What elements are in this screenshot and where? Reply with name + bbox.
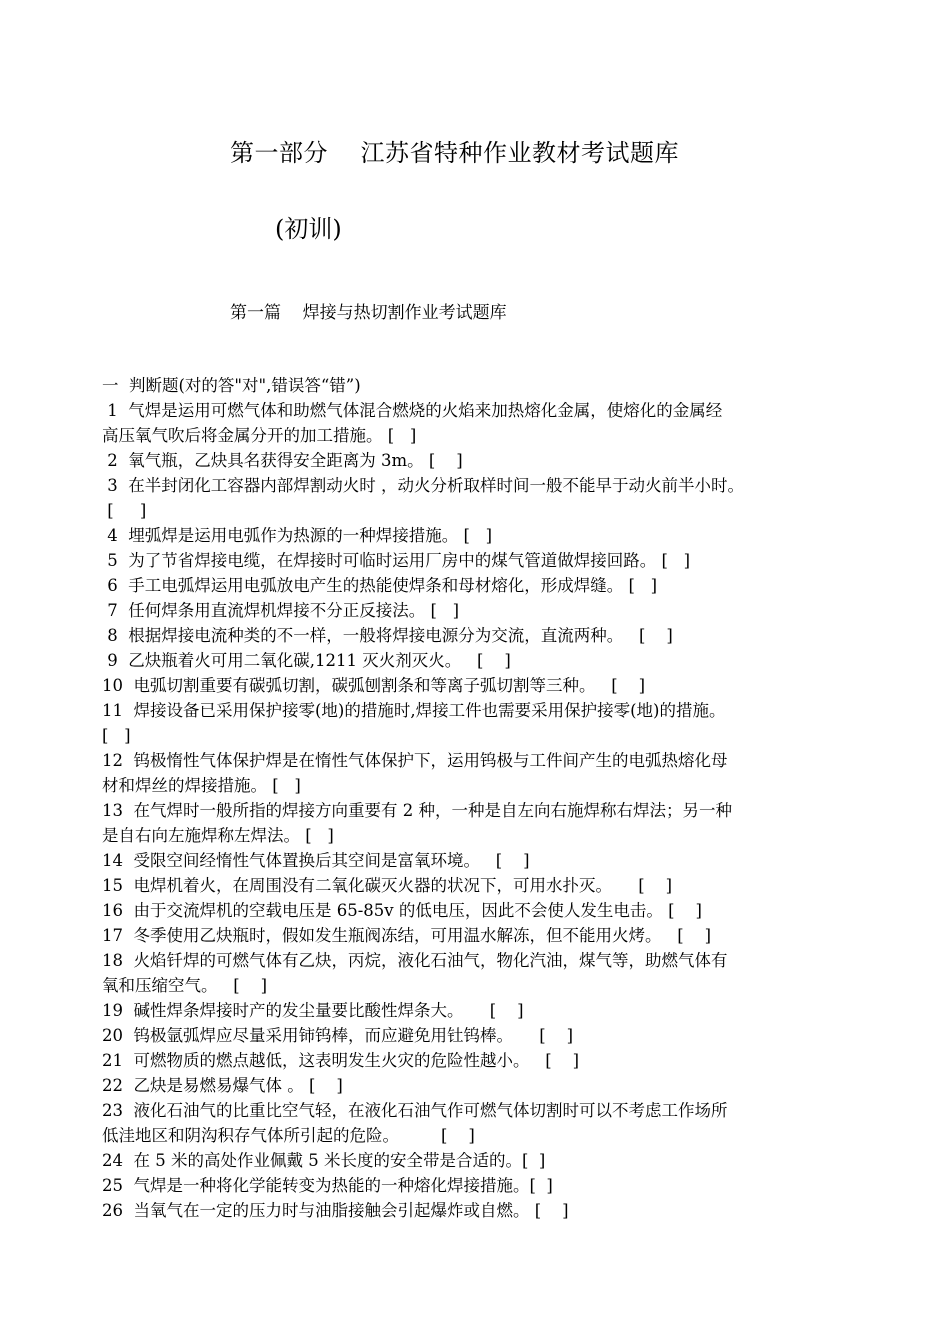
question-line: 7 任何焊条用直流焊机焊接不分正反接法。 [ ] [102,601,460,620]
question-line: 26 当氧气在一定的压力时与油脂接触会引起爆炸或自燃。 [ ] [102,1201,569,1220]
question-line: [ ] [102,726,131,745]
question-line: 氧和压缩空气。 [ ] [102,976,268,995]
question-line: 24 在 5 米的高处作业佩戴 5 米长度的安全带是合适的。[ ] [102,1151,546,1170]
question-line: 高压氧气吹后将金属分开的加工措施。 [ ] [102,426,417,445]
question-line: 材和焊丝的焊接措施。 [ ] [102,776,301,795]
question-line: 3 在半封闭化工容器内部焊割动火时 ，动火分析取样时间一般不能早于动火前半小时。 [102,476,744,495]
question-line: 12 钨极惰性气体保护焊是在惰性气体保护下，运用钨极与工件间产生的电弧热熔化母 [102,751,728,770]
sub-title: (初训) [275,215,342,243]
question-line: 4 埋弧焊是运用电弧作为热源的一种焊接措施。 [ ] [102,526,493,545]
question-line: 8 根据焊接电流种类的不一样，一般将焊接电源分为交流，直流两种。 [ ] [102,626,673,645]
question-line: [ ] [102,501,147,520]
section-title: 第一篇 焊接与热切割作业考试题库 [230,303,507,323]
question-line: 是自右向左施焊称左焊法。 [ ] [102,826,334,845]
question-line: 18 火焰钎焊的可燃气体有乙炔，丙烷，液化石油气，物化汽油，煤气等，助燃气体有 [102,951,728,970]
question-line: 23 液化石油气的比重比空气轻，在液化石油气作可燃气体切割时可以不考虑工作场所 [102,1101,728,1120]
question-line: 22 乙炔是易燃易爆气体 。 [ ] [102,1076,343,1095]
question-line: 14 受限空间经惰性气体置换后其空间是富氧环境。 [ ] [102,851,530,870]
main-title: 第一部分 江苏省特种作业教材考试题库 [230,139,680,167]
question-line: 9 乙炔瓶着火可用二氧化碳,1211 灭火剂灭火。 [ ] [102,651,511,670]
question-line: 15 电焊机着火，在周围没有二氧化碳灭火器的状况下，可用水扑灭。 [ ] [102,876,673,895]
question-line: 21 可燃物质的燃点越低，这表明发生火灾的危险性越小。 [ ] [102,1051,580,1070]
question-line: 6 手工电弧焊运用电弧放电产生的热能使焊条和母材熔化，形成焊缝。 [ ] [102,576,658,595]
question-line: 17 冬季使用乙炔瓶时，假如发生瓶阀冻结，可用温水解冻，但不能用火烤。 [ ] [102,926,712,945]
question-line: 低洼地区和阴沟积存气体所引起的危险。 [ ] [102,1126,475,1145]
section-heading: 一 判断题(对的答"对",错误答“错”) [102,376,361,395]
question-line: 2 氧气瓶，乙炔具名获得安全距离为 3m。 [ ] [102,451,463,470]
question-line: 16 由于交流焊机的空载电压是 65-85v 的低电压，因此不会使人发生电击。 [ ] [102,901,702,920]
question-list [102,373,842,1223]
question-line: 13 在气焊时一般所指的焊接方向重要有 2 种，一种是自左向右施焊称右焊法；另一种 [102,801,732,820]
question-line: 11 焊接设备已采用保护接零(地)的措施时,焊接工件也需要采用保护接零(地)的措施。 [102,701,726,720]
question-line: 19 碱性焊条焊接时产的发尘量要比酸性焊条大。 [ ] [102,1001,524,1020]
question-line: 1 气焊是运用可燃气体和助燃气体混合燃烧的火焰来加热熔化金属，使熔化的金属经 [102,401,723,420]
question-line: 5 为了节省焊接电缆，在焊接时可临时运用厂房中的煤气管道做焊接回路。 [ ] [102,551,691,570]
question-line: 20 钨极氩弧焊应尽量采用铈钨棒，而应避免用钍钨棒。 [ ] [102,1026,574,1045]
question-line: 10 电弧切割重要有碳弧切割，碳弧刨割条和等离子弧切割等三种。 [ ] [102,676,646,695]
question-line: 25 气焊是一种将化学能转变为热能的一种熔化焊接措施。[ ] [102,1176,553,1195]
